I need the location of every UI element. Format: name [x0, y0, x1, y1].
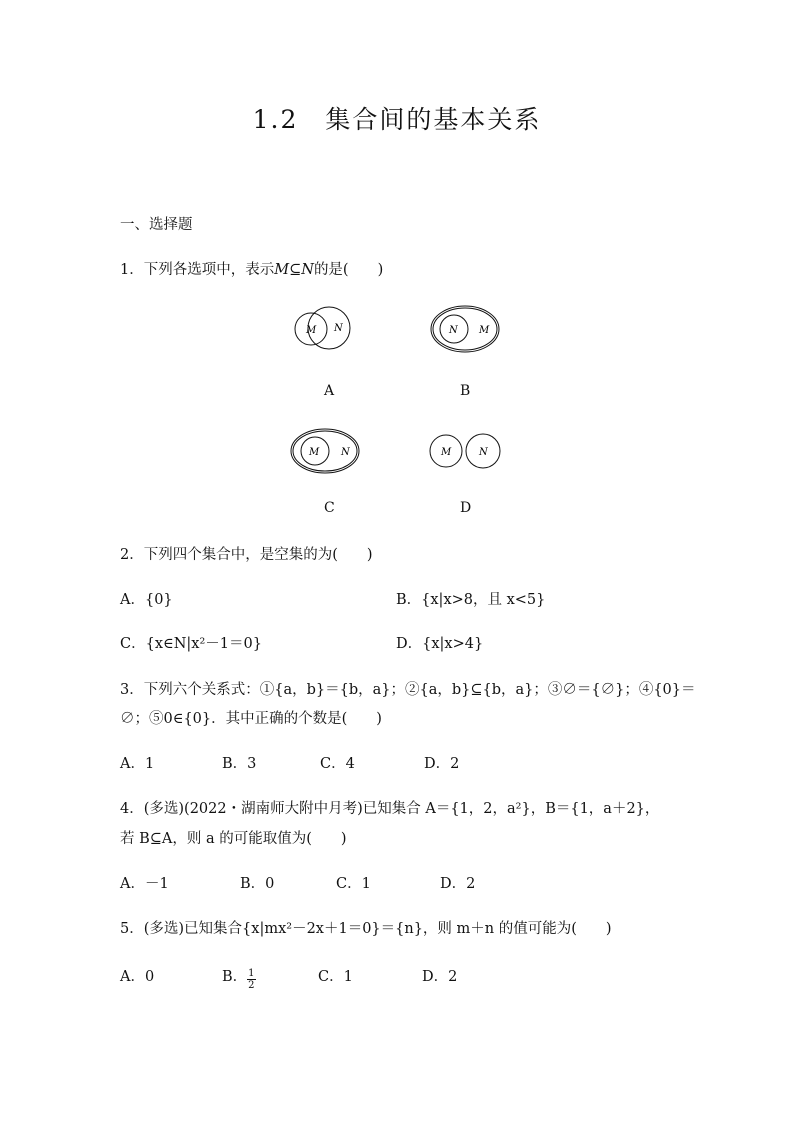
- venn-a-m-label: M: [306, 325, 317, 336]
- venn-diagram-d: [428, 430, 503, 474]
- venn-b-n-label: N: [449, 325, 458, 336]
- venn-d-n-label: N: [479, 447, 488, 458]
- q5-option-d: D．2: [422, 969, 458, 985]
- q2-option-b: B．{x|x>8，且 x<5}: [396, 592, 546, 608]
- venn-diagram-a: [290, 305, 355, 355]
- q5-stem: 5．(多选)已知集合{x|mx²－2x＋1＝0}＝{n}，则 m＋n 的值可能为( ): [120, 921, 612, 937]
- q3-option-b: B．3: [222, 756, 257, 772]
- q5-option-c: C．1: [318, 969, 353, 985]
- venn-b-m-label: M: [479, 325, 490, 336]
- q2-option-d: D．{x|x>4}: [396, 636, 484, 652]
- q4-option-c: C．1: [336, 876, 371, 892]
- venn-diagram-c: [288, 427, 363, 477]
- venn-d-m-label: M: [441, 447, 452, 458]
- venn-c-n-label: N: [341, 447, 350, 458]
- q4-option-b: B．0: [240, 876, 275, 892]
- q2-option-c: C．{x∈N|x²－1＝0}: [120, 636, 262, 652]
- q2-stem: 2．下列四个集合中，是空集的为( ): [120, 547, 373, 563]
- venn-diagram-b: [428, 304, 503, 356]
- diagram-label-a: A: [324, 383, 335, 399]
- fraction-one-half: $\frac{1}{2}$: [248, 968, 255, 991]
- q1-stem: 1．下列各选项中，表示M⊆N的是( ): [120, 262, 384, 278]
- q3-stem-line1: 3．下列六个关系式：①{a，b}＝{b，a}；②{a，b}⊆{b，a}；③∅＝{∅}；④{0}＝: [120, 682, 696, 698]
- q5-option-b: B． $\frac{1}{2}$: [222, 968, 255, 991]
- diagram-label-c: C: [324, 500, 335, 516]
- q4-stem-line2: 若 B⊆A，则 a 的可能取值为( ): [120, 831, 347, 847]
- q3-option-c: C．4: [320, 756, 355, 772]
- q3-option-d: D．2: [424, 756, 460, 772]
- venn-a-n-label: N: [334, 323, 343, 334]
- q4-option-a: A．－1: [120, 876, 169, 892]
- q4-option-d: D．2: [440, 876, 476, 892]
- q3-option-a: A．1: [120, 756, 155, 772]
- q2-option-a: A．{0}: [120, 592, 173, 608]
- q4-stem-line1: 4．(多选)(2022・湖南师大附中月考)已知集合 A＝{1，2，a²}，B＝{1，a＋2}，: [120, 801, 660, 817]
- q3-stem-line2: ∅；⑤0∈{0}．其中正确的个数是( ): [120, 711, 382, 727]
- q5-option-a: A．0: [120, 969, 155, 985]
- section-heading: 一、选择题: [120, 217, 193, 233]
- diagram-label-d: D: [460, 500, 472, 516]
- venn-c-m-label: M: [309, 447, 320, 458]
- diagram-label-b: B: [460, 383, 471, 399]
- page-title: 1.2 集合间的基本关系: [252, 105, 542, 134]
